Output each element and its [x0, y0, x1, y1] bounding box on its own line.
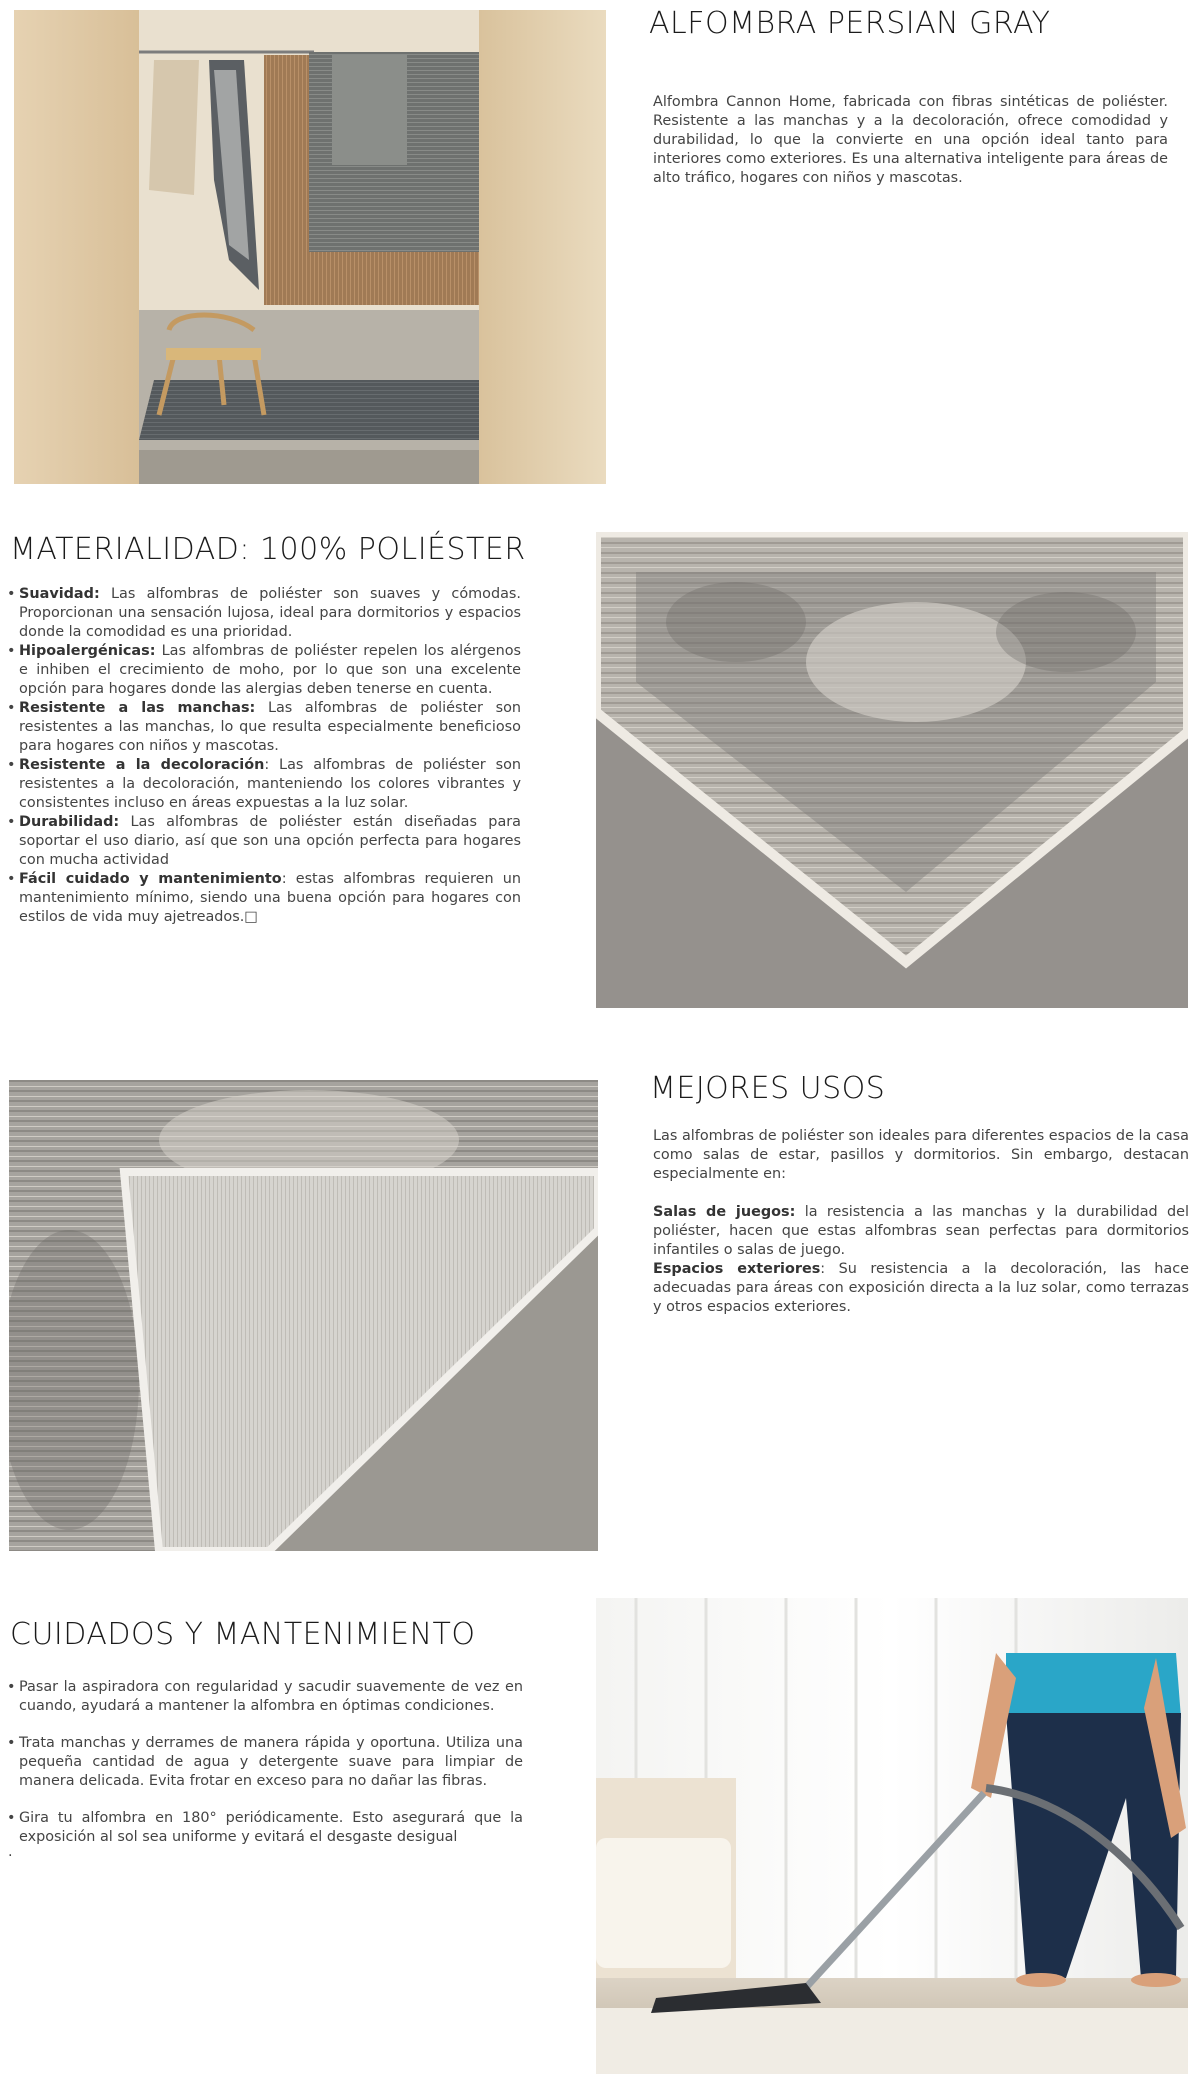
item-label: Resistente a la decoloración [19, 757, 265, 773]
list-item [7, 756, 521, 813]
list-item [7, 642, 521, 699]
list-item [7, 699, 521, 756]
use-label: Espacios exteriores [653, 1261, 821, 1277]
item-label: Suavidad: [19, 586, 100, 602]
room-rugs-photo [14, 10, 606, 484]
materiality-title: MATERIALIDAD: 100% POLIÉSTER [10, 532, 526, 567]
care-list [7, 1678, 523, 1865]
product-description: Alfombra Cannon Home, fabricada con fibras sintéticas de poliéster. Resistente a las manchas y a la decoloración, ofrece comodidad y durabilidad, lo que la convierte en una opción ideal tanto para interiores como exteriores. Es una alternativa inteligente para áreas de alto tráfico, hogares con niños y mascotas. [653, 94, 1168, 186]
list-item: • Pasar la aspiradora con regularidad y sacudir suavemente de vez en cuando, ayudará a mantener la alfombra en óptimas condiciones. [7, 1678, 523, 1716]
rug-folded-photo [9, 1080, 598, 1551]
item-label: Resistente a las manchas: [19, 700, 256, 716]
use-label: Salas de juegos: [653, 1204, 796, 1220]
rug-corner-photo [596, 532, 1188, 1008]
list-item: • Trata manchas y derrames de manera rápida y oportuna. Utiliza una pequeña cantidad de agua y detergente suave para limpiar de manera delicada. Evita frotar en exceso para no dañar las fibras. [7, 1734, 523, 1791]
use-text: : Su resistencia a la decoloración, las hace adecuadas para áreas con exposición directa a la luz solar, como terrazas y otros espacios exteriores. [653, 1261, 1189, 1315]
list-item [7, 813, 521, 870]
item-text: : Las alfombras de poliéster son resistentes a la decoloración, manteniendo los colores vibrantes y consistentes incluso en áreas expuestas a la luz solar. [19, 757, 521, 811]
vacuum-photo [596, 1598, 1188, 2074]
best-uses-title: MEJORES USOS [650, 1071, 886, 1106]
best-uses-intro: Las alfombras de poliéster son ideales para diferentes espacios de la casa como salas de estar, pasillos y dormitorios. Sin embargo, destacan especialmente en: [653, 1128, 1189, 1182]
care-title: CUIDADOS Y MANTENIMIENTO [10, 1617, 476, 1652]
item-text: Las alfombras de poliéster son suaves y cómodas. Proporcionan una sensación lujosa, ideal para dormitorios y espacios donde la comodidad es una prioridad. [19, 586, 521, 640]
list-item: • Gira tu alfombra en 180° periódicamente. Esto asegurará que la exposición al sol sea uniforme y evitará el desgaste desigual [7, 1809, 523, 1847]
best-use-item [653, 1203, 1189, 1260]
use-text: la resistencia a las manchas y la durabilidad del poliéster, hacen que estas alfombras sean perfectas para dormitorios infantiles o salas de juego. [653, 1204, 1190, 1258]
product-title: ALFOMBRA PERSIAN GRAY [649, 6, 1051, 41]
item-label: Durabilidad: [19, 814, 120, 830]
item-text: Las alfombras de poliéster están diseñadas para soportar el uso diario, así que son una opción perfecta para hogares con mucha actividad [19, 814, 521, 868]
item-label: Fácil cuidado y mantenimiento [19, 871, 282, 887]
item-label: Hipoalergénicas: [19, 643, 156, 659]
best-use-item [653, 1260, 1189, 1317]
materiality-list [7, 585, 521, 927]
item-text: Las alfombras de poliéster repelen los alérgenos e inhiben el crecimiento de moho, por lo que son una excelente opción para hogares donde las alergias deben tenerse en cuenta. [19, 643, 521, 697]
item-text: Las alfombras de poliéster son resistentes a las manchas, lo que resulta especialmente beneficioso para hogares con niños y mascotas. [19, 700, 521, 754]
item-text: : estas alfombras requieren un mantenimiento mínimo, siendo una buena opción para hogares con estilos de vida muy ajetreados.□ [19, 871, 521, 925]
trailing-dot: . [8, 1844, 13, 1860]
list-item [7, 585, 521, 642]
list-item [7, 870, 521, 927]
